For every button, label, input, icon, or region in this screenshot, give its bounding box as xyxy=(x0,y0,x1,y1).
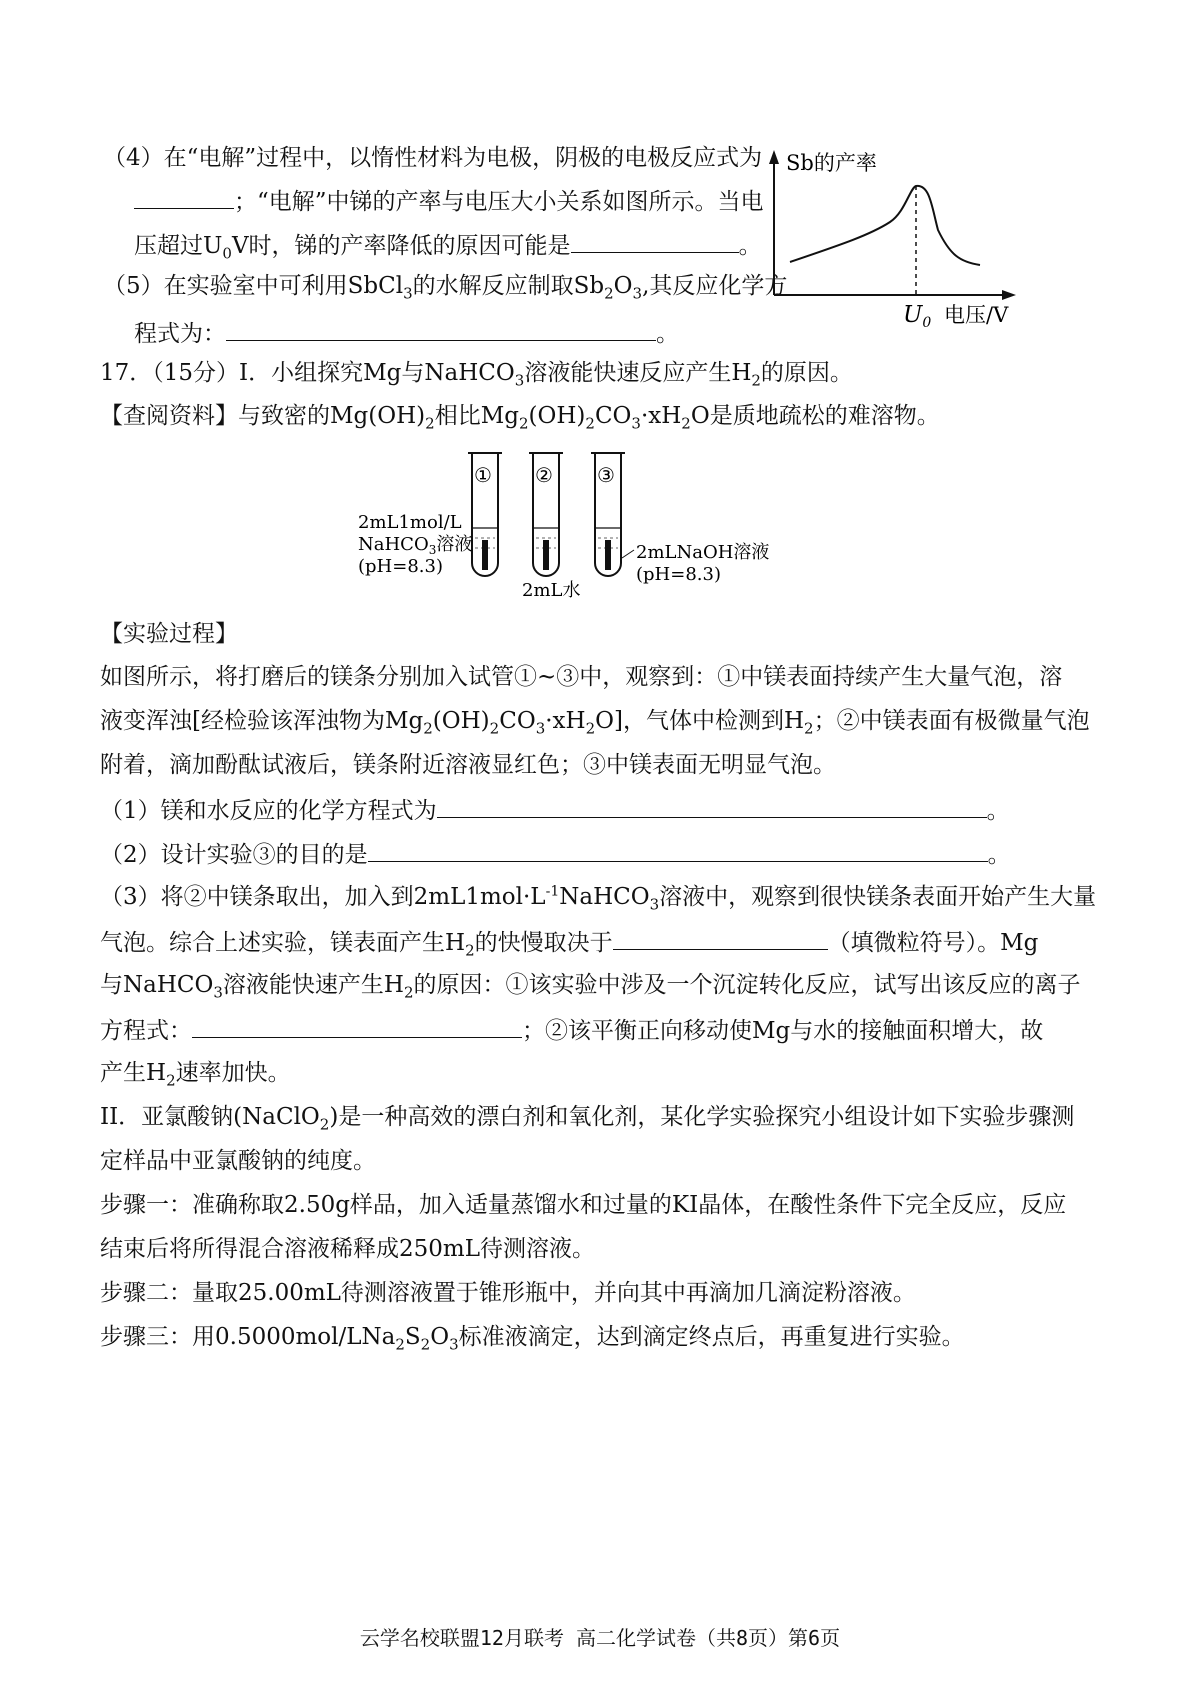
q17-3-line2: 气泡。综合上述实验，镁表面产生$H_2$的快慢取决于 （填微粒符号）。Mg xyxy=(100,925,1038,959)
test-tube-3 xyxy=(591,453,625,576)
q17-2: （2）设计实验③的目的是 。 xyxy=(100,837,1011,871)
q16-4-line3: 压超过$U_0V$时，锑的产率降低的原因可能是 。 xyxy=(134,228,762,262)
process-title: 【实验过程】 xyxy=(100,621,238,647)
step3: 步骤三：用$0.5000mol/LNa_2S_2O_3$标准液滴定，达到滴定终点后，再重复进行实验。 xyxy=(100,1324,965,1354)
yield-curve xyxy=(790,186,980,265)
svg-text:③: ③ xyxy=(597,463,615,487)
pointer-line xyxy=(622,550,634,558)
q16-4-line1: （4）在“电解”过程中，以惰性材料为电极，阴极的电极反应式为 xyxy=(103,145,763,171)
answer-blank[interactable] xyxy=(226,316,656,341)
step2: 步骤二：量取25.00mL待测溶液置于锥形瓶中，并向其中再滴加几滴淀粉溶液。 xyxy=(100,1280,916,1306)
test-tube-1 xyxy=(468,453,502,576)
answer-blank[interactable] xyxy=(437,793,987,818)
left-label-1: 2mL1mol/L xyxy=(358,512,462,533)
magnesium-strip-3 xyxy=(605,540,611,570)
process-line-1: 如图所示，将打磨后的镁条分别加入试管①~③中，观察到：①中镁表面持续产生大量气泡，溶 xyxy=(100,664,1063,690)
process-line-3: 附着，滴加酚酞试液后，镁条附近溶液显红色；③中镁表面无明显气泡。 xyxy=(100,752,836,778)
x-axis-arrow xyxy=(1002,290,1016,300)
answer-blank[interactable] xyxy=(613,925,828,950)
y-axis-label: Sb的产率 xyxy=(786,151,877,175)
x-axis-label: 电压/V xyxy=(944,303,1009,327)
y-axis-arrow xyxy=(769,150,779,164)
page-footer: 云学名校联盟12月联考 高二化学试卷（共8页）第6页 xyxy=(359,1626,841,1650)
left-label-3: (pH=8.3) xyxy=(358,556,443,577)
step1-line2: 结束后将所得混合溶液稀释成250mL待测溶液。 xyxy=(100,1236,595,1262)
q17-1: （1）镁和水反应的化学方程式为 。 xyxy=(100,793,1010,827)
q17-3-line3: 与NaHCO$_3$溶液能快速产生$H_2$的原因：①该实验中涉及一个沉淀转化反应，试写出该反应的离子 xyxy=(100,972,1081,1002)
magnesium-strip-1 xyxy=(482,540,488,570)
test-tube-2 xyxy=(529,453,563,576)
q17-3-line4: 方程式： ；②该平衡正向移动使Mg与水的接触面积增大，故 xyxy=(100,1013,1043,1047)
answer-blank[interactable] xyxy=(192,1013,522,1038)
part2-line2: 定样品中亚氯酸钠的纯度。 xyxy=(100,1148,376,1174)
q16-5-line2: 程式为： 。 xyxy=(134,316,679,350)
right-label-1: 2mLNaOH溶液 xyxy=(636,542,770,563)
u0-label: $U_0$ xyxy=(903,302,932,331)
magnesium-strip-2 xyxy=(543,540,549,570)
answer-blank[interactable] xyxy=(134,184,234,209)
middle-label: 2mL水 xyxy=(522,580,581,601)
q17-3-line1: （3）将②中镁条取出，加入到$2mL1mol\cdot L^{-1}NaHCO_3$溶液中，观察到很快镁条表面开始产生大量 xyxy=(100,883,1097,914)
process-line-2: 液变浑浊[经检验该浑浊物为$Mg_2(OH)_2CO_3\cdot xH_2O$]，气体中检测到$H_2$；②中镁表面有极微量气泡 xyxy=(100,708,1090,738)
q17-reference: 【查阅资料】与致密的$Mg(OH)_2$相比$Mg_2(OH)_2CO_3\cdot xH_2O$是质地疏松的难溶物。 xyxy=(100,403,940,433)
answer-blank[interactable] xyxy=(368,837,988,862)
step1-line1: 步骤一：准确称取2.50g样品，加入适量蒸馏水和过量的KI晶体，在酸性条件下完全反应，反应 xyxy=(100,1192,1067,1218)
test-tubes-figure xyxy=(350,448,830,618)
q16-4-line2: ；“电解”中锑的产率与电压大小关系如图所示。当电 xyxy=(134,184,764,218)
right-label-2: (pH=8.3) xyxy=(636,564,721,585)
svg-text:②: ② xyxy=(535,463,553,487)
left-label-2: NaHCO$_3$溶液 xyxy=(358,534,473,557)
svg-text:①: ① xyxy=(474,463,492,487)
part2-line1: II．亚氯酸钠(NaClO$_2$)是一种高效的漂白剂和氧化剂，某化学实验探究小组设计如下实验步骤测 xyxy=(100,1104,1075,1134)
yield-voltage-graph xyxy=(760,140,1100,345)
answer-blank[interactable] xyxy=(571,228,739,253)
q16-5-line1: （5）在实验室中可利用SbCl$_3$的水解反应制取$Sb_2O_3$,其反应化学方 xyxy=(103,273,788,303)
q17-3-line5: 产生$H_2$速率加快。 xyxy=(100,1060,291,1090)
q17-heading: 17．（15分）I．小组探究Mg与NaHCO$_3$溶液能快速反应产生$H_2$的原因。 xyxy=(100,360,853,390)
